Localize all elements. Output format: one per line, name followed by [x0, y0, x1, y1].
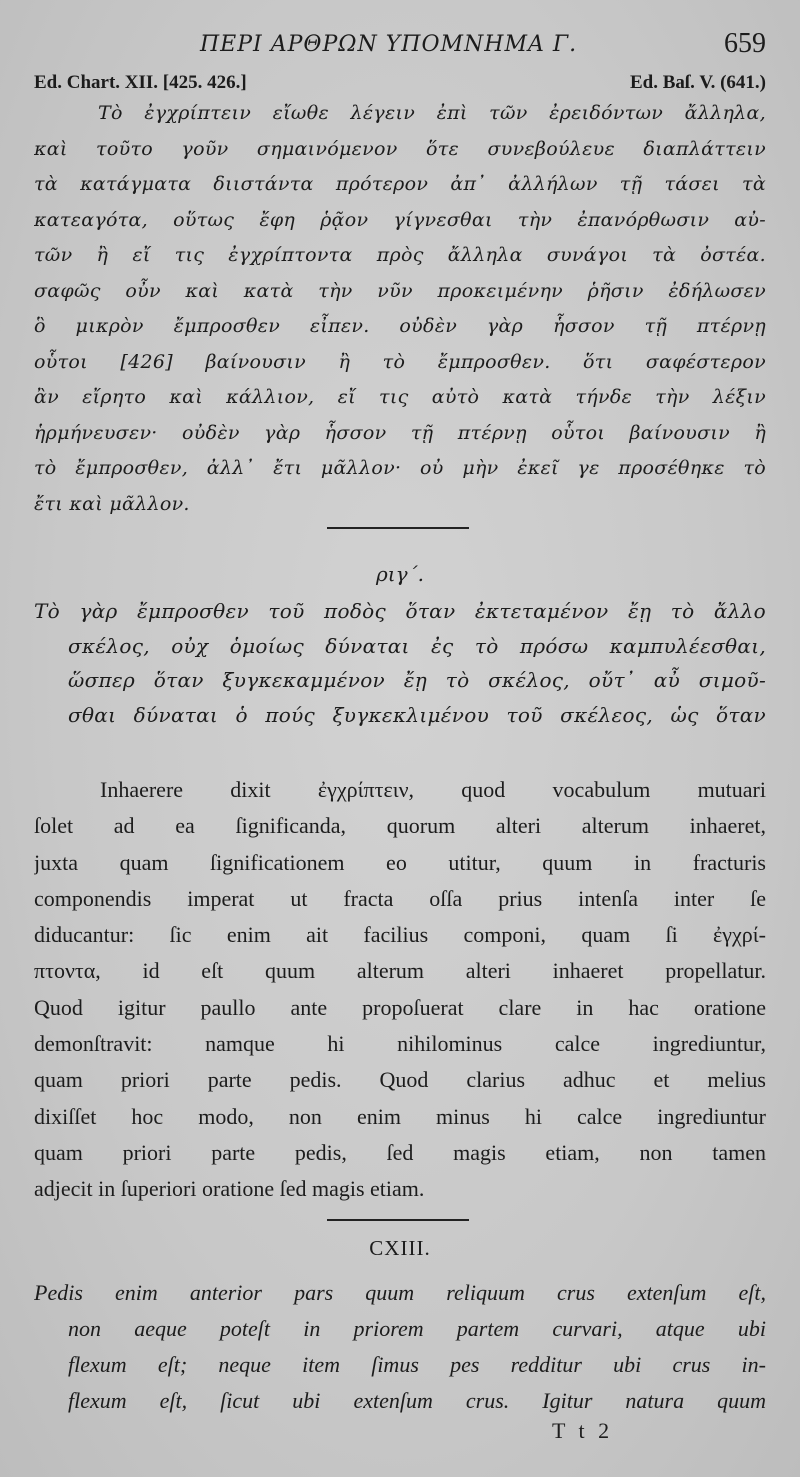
- text-line: componendis imperat ut fracta oſſa prius intenſa inter ſe: [34, 885, 766, 911]
- text-line: καὶ τοῦτο γοῦν σημαινόμενον ὅτε συνεβούλευε διαπλάττειν: [34, 137, 766, 160]
- edition-basel-reference: Ed. Baſ. V. (641.): [629, 72, 766, 93]
- text-line: τὰ κατάγματα διιστάντα πρότερον ἀπ᾽ ἀλλήλων τῇ τάσει τὰ: [34, 173, 766, 195]
- text-line: flexum eſt, ſicut ubi extenſum crus. Igitur natura quum: [68, 1388, 766, 1413]
- latin-lemma: [34, 1275, 766, 1419]
- text-line: Pedis enim anterior pars quum reliquum crus extenſum eſt,: [34, 1280, 766, 1305]
- text-line: ἡρμήνευσεν· οὐδὲν γὰρ ἧσσον τῇ πτέρνῃ οὗτοι βαίνουσιν ἢ: [34, 421, 766, 444]
- text-line: πτοντα, id eſt quum alterum alteri inhaeret propellatur.: [34, 958, 766, 984]
- text-line: Τὸ ἐγχρίπτειν εἴωθε λέγειν ἐπὶ τῶν ἐρειδόντων ἄλληλα,: [98, 102, 766, 124]
- text-line: quam priori parte pedis, ſed magis etiam, non tamen: [34, 1139, 766, 1165]
- text-line: Quod igitur paullo ante propoſuerat clare in hac oratione: [34, 994, 766, 1020]
- text-line: juxta quam ſignificationem eo utitur, quum in fracturis: [34, 849, 766, 875]
- text-line: κατεαγότα, οὕτως ἔφη ῥᾷον γίγνεσθαι τὴν ἐπανόρθωσιν αὐ-: [34, 208, 766, 231]
- text-line: flexum eſt; neque item ſimus pes redditur ubi crus in-: [68, 1352, 766, 1377]
- printer-signature-mark: T t 2: [552, 1418, 614, 1443]
- latin-commentary: [34, 772, 766, 1208]
- text-line: non aeque poteſt in priorem partem curvari, atque ubi: [68, 1316, 766, 1341]
- text-line: ὃ μικρὸν ἔμπροσθεν εἶπεν. οὐδὲν γὰρ ἧσσον τῇ πτέρνῃ: [34, 315, 766, 337]
- running-head: [0, 28, 800, 64]
- text-line: τὸ ἔμπροσθεν, ἀλλ᾽ ἔτι μᾶλλον· οὐ μὴν ἐκεῖ γε προσέθηκε τὸ: [34, 457, 766, 479]
- text-line: adjecit in ſuperiori oratione ſed magis etiam.: [34, 1176, 425, 1202]
- running-title: ΠΕΡΙ ΑΡΘΡΩΝ ΥΠΟΜΝΗΜΑ Γ.: [200, 32, 578, 57]
- text-line: Τὸ γὰρ ἔμπροσθεν τοῦ ποδὸς ὅταν ἐκτεταμένον ἔῃ τὸ ἄλλο: [34, 599, 766, 623]
- greek-lemma: [34, 594, 766, 732]
- text-line: σκέλος, οὐχ ὁμοίως δύναται ἐς τὸ πρόσω καμπυλέεσθαι,: [68, 633, 766, 658]
- edition-chartier-reference: Ed. Chart. XII. [425. 426.]: [34, 72, 247, 93]
- text-line: σθαι δύναται ὁ πούς ξυγκεκλιμένου τοῦ σκέλεος, ὡς ὅταν: [68, 702, 766, 727]
- text-line: ὥσπερ ὅταν ξυγκεκαμμένον ἔῃ τὸ σκέλος, οὔτ᾽ αὖ σιμοῦ-: [68, 668, 766, 692]
- text-line: demonſtravit: namque hi nihilominus calce ingrediuntur,: [34, 1031, 766, 1057]
- text-line: ἔτι καὶ μᾶλλον.: [34, 492, 190, 515]
- section-divider: [327, 527, 469, 529]
- text-line: Inhaerere dixit ἐγχρίπτειν, quod vocabulum mutuari: [100, 777, 766, 802]
- text-line: dixiſſet hoc modo, non enim minus hi calce ingrediuntur: [34, 1103, 766, 1129]
- text-line: σαφῶς οὖν καὶ κατὰ τὴν νῦν προκειμένην ῥῆσιν ἐδήλωσεν: [34, 279, 766, 302]
- greek-section-number: ριγ´.: [376, 562, 424, 586]
- text-line: quam priori parte pedis. Quod clarius adhuc et melius: [34, 1067, 766, 1093]
- page-number: 659: [724, 28, 766, 59]
- text-line: diducantur: ſic enim ait facilius componi, quam ſi ἐγχρί-: [34, 922, 766, 948]
- greek-commentary: [34, 96, 766, 522]
- text-line: ἂν εἴρητο καὶ κάλλιον, εἴ τις αὐτὸ κατὰ τήνδε τὴν λέξιν: [34, 386, 766, 408]
- section-divider: [327, 1219, 469, 1221]
- text-line: τῶν ἢ εἴ τις ἐγχρίπτοντα πρὸς ἄλληλα συνάγοι τὰ ὀστέα.: [34, 244, 766, 266]
- latin-section-number: CXIII.: [369, 1236, 431, 1260]
- text-line: οὗτοι [426] βαίνουσιν ἢ τὸ ἔμπροσθεν. ὅτι σαφέστερον: [34, 350, 766, 373]
- text-line: ſolet ad ea ſignificanda, quorum alteri alterum inhaeret,: [34, 813, 766, 839]
